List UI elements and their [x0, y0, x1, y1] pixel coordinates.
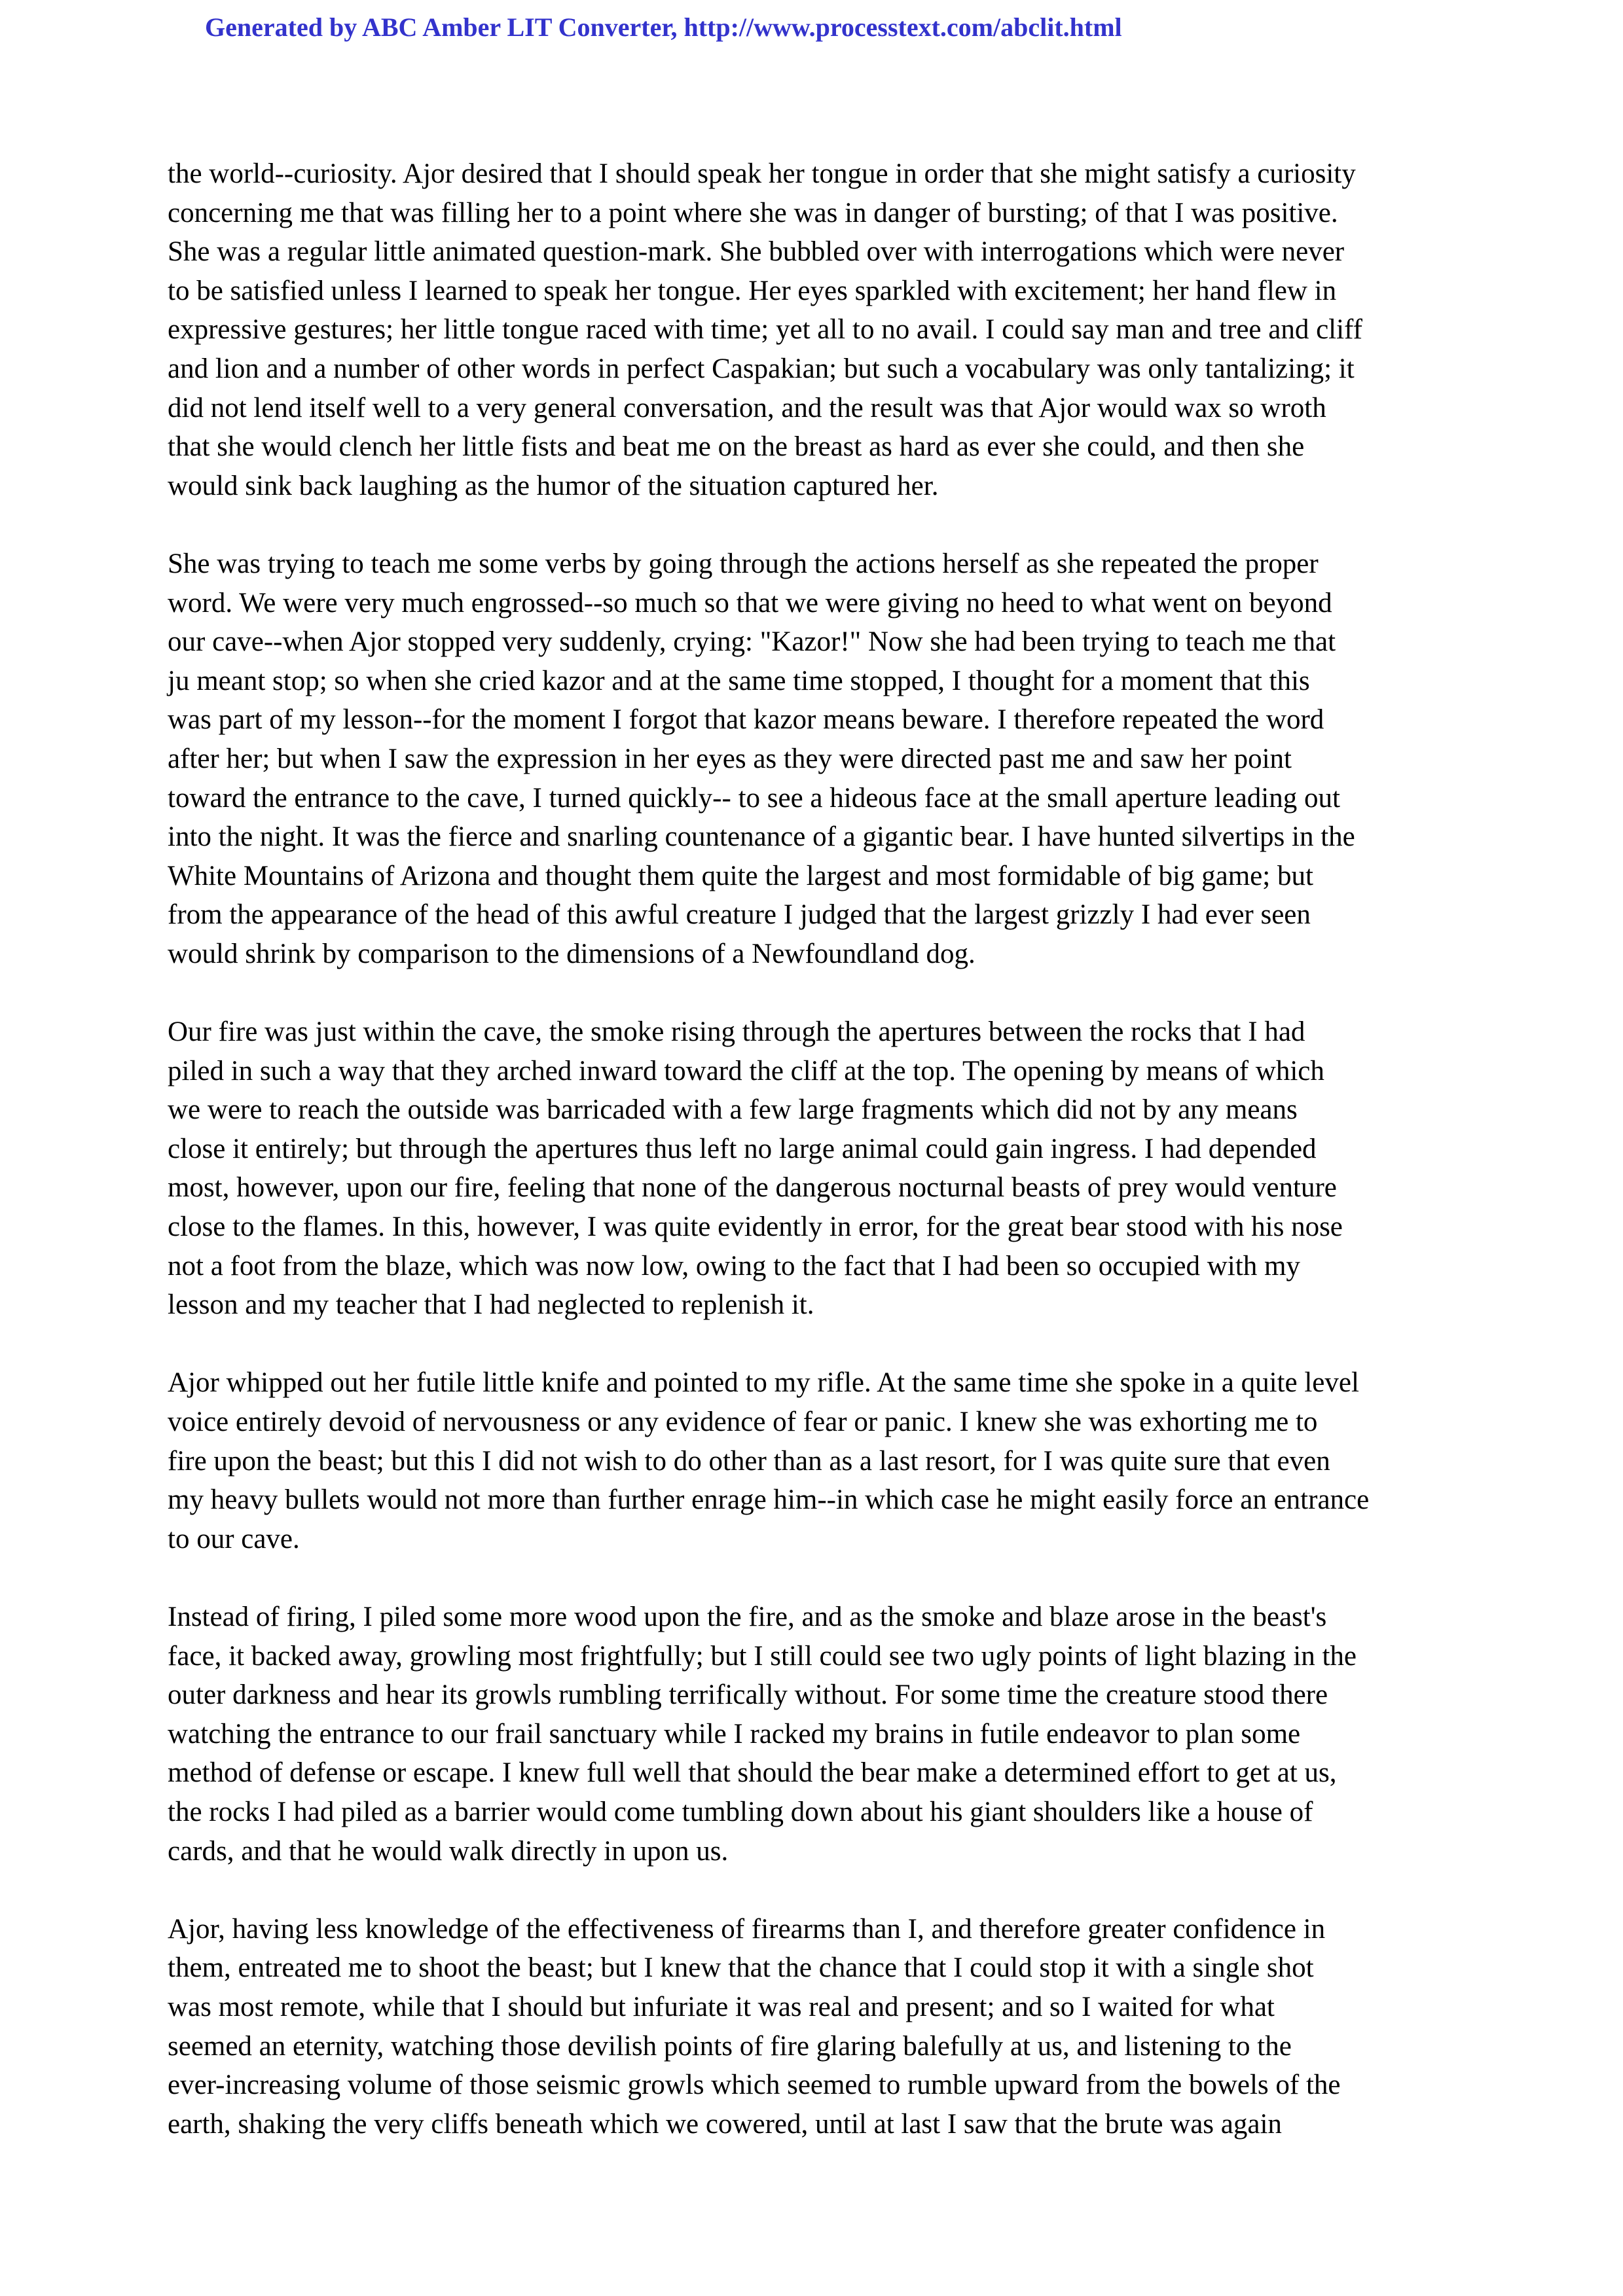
text-line: White Mountains of Arizona and thought them quite the largest and most formidable of big game; but [168, 860, 1313, 891]
text-line: my heavy bullets would not more than further enrage him--in which case he might easily force an entrance [168, 1484, 1370, 1516]
text-line: not a foot from the blaze, which was now low, owing to the fact that I had been so occupied with my [168, 1250, 1300, 1282]
text-line: close to the flames. In this, however, I was quite evidently in error, for the great bear stood with his nose [168, 1211, 1343, 1243]
text-line: expressive gestures; her little tongue raced with time; yet all to no avail. I could say man and tree and cliff [168, 314, 1362, 346]
text-line: cards, and that he would walk directly in upon us. [168, 1835, 729, 1867]
paragraph [168, 1598, 1477, 1871]
text-line: most, however, upon our fire, feeling that none of the dangerous nocturnal beasts of prey would venture [168, 1172, 1337, 1204]
text-line: watching the entrance to our frail sanctuary while I racked my brains in futile endeavor to plan some [168, 1718, 1301, 1749]
text-line: was most remote, while that I should but infuriate it was real and present; and so I waited for what [168, 1991, 1275, 2022]
text-line: the world--curiosity. Ajor desired that I should speak her tongue in order that she might satisfy a curiosity [168, 158, 1356, 189]
text-line: ever-increasing volume of those seismic growls which seemed to rumble upward from the bowels of the [168, 2070, 1341, 2101]
text-line: method of defense or escape. I knew full well that should the bear make a determined effort to get at us, [168, 1757, 1337, 1789]
text-line: ju meant stop; so when she cried kazor and at the same time stopped, I thought for a moment that this [168, 665, 1310, 696]
text-line: She was trying to teach me some verbs by going through the actions herself as she repeated the proper [168, 548, 1319, 579]
text-line: close it entirely; but through the apertures thus left no large animal could gain ingress. I had depended [168, 1133, 1317, 1164]
text-line: fire upon the beast; but this I did not wish to do other than as a last resort, for I was quite sure that even [168, 1445, 1330, 1477]
text-line: would shrink by comparison to the dimensions of a Newfoundland dog. [168, 938, 976, 969]
text-line: lesson and my teacher that I had neglected to replenish it. [168, 1289, 814, 1321]
text-line: Ajor, having less knowledge of the effectiveness of firearms than I, and therefore greater confidence in [168, 1913, 1326, 1945]
paragraph [168, 1910, 1477, 2144]
text-line: we were to reach the outside was barricaded with a few large fragments which did not by any means [168, 1094, 1298, 1126]
text-line: would sink back laughing as the humor of the situation captured her. [168, 470, 939, 501]
text-line: the rocks I had piled as a barrier would come tumbling down about his giant shoulders like a house of [168, 1796, 1313, 1827]
text-line: and lion and a number of other words in perfect Caspakian; but such a vocabulary was only tantalizing; it [168, 353, 1355, 384]
paragraph [168, 154, 1477, 505]
text-line: to our cave. [168, 1523, 300, 1554]
text-line: to be satisfied unless I learned to speak her tongue. Her eyes sparkled with excitement; her hand flew in [168, 275, 1337, 306]
paragraph [168, 1363, 1477, 1558]
text-line: from the appearance of the head of this awful creature I judged that the largest grizzly I had ever seen [168, 899, 1311, 931]
text-line: Our fire was just within the cave, the smoke rising through the apertures between the rocks that I had [168, 1016, 1305, 1048]
text-line: She was a regular little animated question-mark. She bubbled over with interrogations which were never [168, 236, 1345, 268]
text-line: did not lend itself well to a very general conversation, and the result was that Ajor would wax so wroth [168, 392, 1326, 423]
text-line: concerning me that was filling her to a point where she was in danger of bursting; of that I was positive. [168, 197, 1338, 228]
text-line: Ajor whipped out her futile little knife and pointed to my rifle. At the same time she spoke in a quite level [168, 1367, 1359, 1399]
paragraph [168, 1013, 1477, 1325]
text-line: piled in such a way that they arched inward toward the cliff at the top. The opening by means of which [168, 1055, 1324, 1086]
text-line: Instead of firing, I piled some more wood upon the fire, and as the smoke and blaze arose in the beast's [168, 1601, 1327, 1632]
text-line: seemed an eternity, watching those devilish points of fire glaring balefully at us, and listening to the [168, 2030, 1292, 2062]
text-line: word. We were very much engrossed--so much so that we were giving no heed to what went on beyond [168, 587, 1332, 619]
text-line: into the night. It was the fierce and snarling countenance of a gigantic bear. I have hunted silvertips in the [168, 821, 1355, 853]
text-line: after her; but when I saw the expression in her eyes as they were directed past me and saw her point [168, 743, 1292, 774]
text-line: was part of my lesson--for the moment I forgot that kazor means beware. I therefore repeated the word [168, 704, 1324, 736]
paragraph [168, 545, 1477, 974]
text-line: toward the entrance to the cave, I turned quickly-- to see a hideous face at the small aperture leading out [168, 782, 1340, 814]
text-line: face, it backed away, growling most frightfully; but I still could see two ugly points of light blazing in the [168, 1640, 1357, 1672]
text-line: earth, shaking the very cliffs beneath which we cowered, until at last I saw that the brute was again [168, 2108, 1282, 2140]
text-line: voice entirely devoid of nervousness or any evidence of fear or panic. I knew she was exhorting me to [168, 1407, 1318, 1437]
text-line: outer darkness and hear its growls rumbling terrifically without. For some time the creature stood there [168, 1679, 1328, 1711]
text-line: them, entreated me to shoot the beast; but I knew that the chance that I could stop it with a single shot [168, 1952, 1314, 1984]
text-line: our cave--when Ajor stopped very suddenly, crying: "Kazor!" Now she had been trying to teach me that [168, 626, 1336, 658]
book-text [168, 154, 1477, 2183]
converter-header: Generated by ABC Amber LIT Converter, http://www.processtext.com/abclit.html [205, 12, 1122, 42]
text-line: that she would clench her little fists and beat me on the breast as hard as ever she could, and then she [168, 431, 1305, 463]
